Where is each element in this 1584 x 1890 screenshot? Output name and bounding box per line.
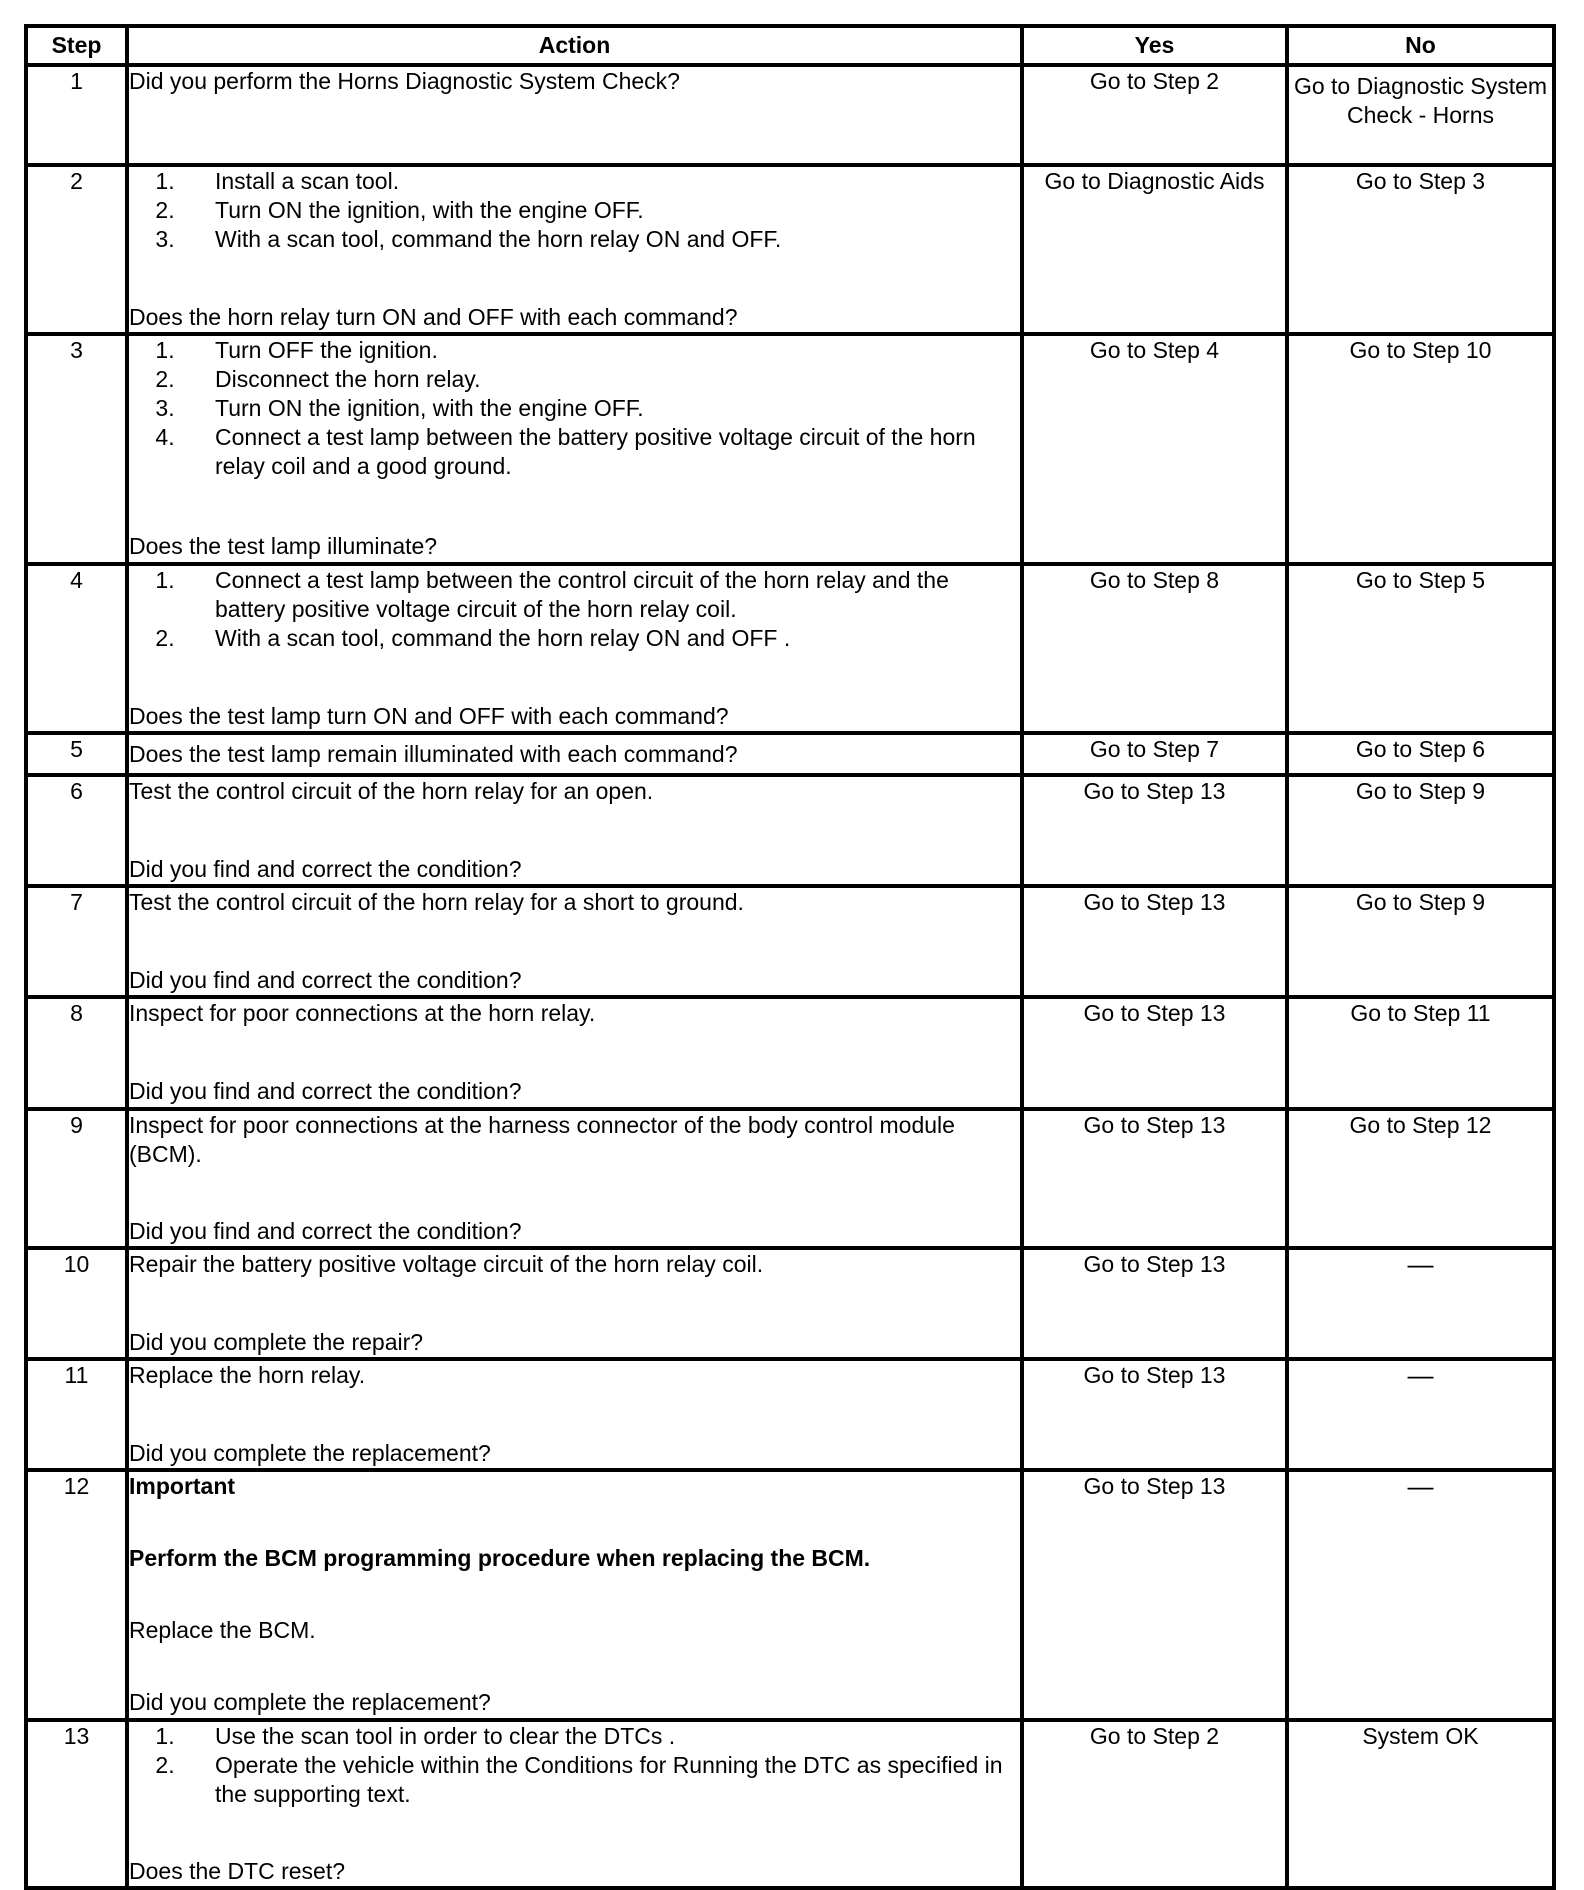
no-cell: Go to Step 9 — [1287, 775, 1554, 886]
instruction-item: 4. Connect a test lamp between the battery positive voltage circuit of the horn relay coil and a good ground. — [181, 423, 1020, 481]
action-text: Replace the BCM. — [129, 1617, 316, 1644]
step-number: 11 — [26, 1359, 127, 1470]
action-question: Did you perform the Horns Diagnostic System Check? — [129, 68, 680, 94]
action-cell — [127, 1470, 1022, 1719]
instruction-item: 3. Turn ON the ignition, with the engine OFF. — [181, 394, 1020, 423]
table-row — [26, 775, 1554, 886]
table-row — [26, 65, 1554, 165]
instruction-item: 1. Connect a test lamp between the control circuit of the horn relay and the battery positive voltage circuit of the horn relay coil. — [181, 566, 1020, 624]
action-cell — [127, 1359, 1022, 1470]
no-cell: — — [1287, 1470, 1554, 1719]
action-cell — [127, 564, 1022, 733]
action-text: Repair the battery positive voltage circuit of the horn relay coil. — [129, 1250, 764, 1277]
step-number: 10 — [26, 1248, 127, 1359]
no-cell: System OK — [1287, 1720, 1554, 1888]
action-text: Inspect for poor connections at the harness connector of the body control module (BCM). — [129, 1111, 955, 1167]
table-row — [26, 334, 1554, 563]
yes-cell: Go to Step 13 — [1022, 1359, 1287, 1470]
instruction-list — [129, 167, 1020, 254]
no-cell: — — [1287, 1248, 1554, 1359]
header-step: Step — [26, 26, 127, 65]
yes-cell: Go to Step 2 — [1022, 1720, 1287, 1888]
no-cell: Go to Step 3 — [1287, 165, 1554, 334]
yes-cell: Go to Diagnostic Aids — [1022, 165, 1287, 334]
step-number: 3 — [26, 334, 127, 563]
action-cell — [127, 997, 1022, 1108]
action-cell — [127, 1109, 1022, 1248]
table-row — [26, 733, 1554, 775]
table-row — [26, 1359, 1554, 1470]
step-number: 7 — [26, 886, 127, 997]
no-cell: Go to Step 6 — [1287, 733, 1554, 775]
no-cell: — — [1287, 1359, 1554, 1470]
action-question: Does the test lamp turn ON and OFF with each command? — [129, 702, 729, 729]
action-cell — [127, 775, 1022, 886]
table-row — [26, 886, 1554, 997]
step-number: 2 — [26, 165, 127, 334]
yes-cell: Go to Step 2 — [1022, 65, 1287, 165]
action-text: Test the control circuit of the horn relay for an open. — [129, 778, 654, 805]
instruction-item: 2. Turn ON the ignition, with the engine OFF. — [181, 196, 1020, 225]
yes-cell: Go to Step 13 — [1022, 997, 1287, 1108]
no-cell: Go to Step 12 — [1287, 1109, 1554, 1248]
table-row — [26, 1720, 1554, 1888]
action-question: Did you complete the replacement? — [129, 1689, 491, 1716]
no-cell: Go to Step 11 — [1287, 997, 1554, 1108]
header-yes: Yes — [1022, 26, 1287, 65]
action-question: Does the test lamp remain illuminated with each command? — [129, 740, 738, 767]
action-question: Did you find and correct the condition? — [129, 856, 522, 883]
action-text: Test the control circuit of the horn relay for a short to ground. — [129, 889, 744, 916]
action-question: Did you complete the replacement? — [129, 1440, 491, 1467]
instruction-item: 1. Use the scan tool in order to clear the DTCs . — [181, 1722, 1020, 1751]
action-cell — [127, 165, 1022, 334]
step-number: 4 — [26, 564, 127, 733]
instruction-item: 2. Disconnect the horn relay. — [181, 365, 1020, 394]
action-question: Did you complete the repair? — [129, 1328, 424, 1355]
yes-cell: Go to Step 7 — [1022, 733, 1287, 775]
yes-cell: Go to Step 13 — [1022, 1470, 1287, 1719]
step-number: 1 — [26, 65, 127, 165]
action-question: Does the horn relay turn ON and OFF with each command? — [129, 304, 738, 331]
instruction-list — [129, 566, 1020, 653]
table-row — [26, 165, 1554, 334]
table-row — [26, 1470, 1554, 1719]
instruction-item: 1. Install a scan tool. — [181, 167, 1020, 196]
yes-cell: Go to Step 4 — [1022, 334, 1287, 563]
no-cell: Go to Diagnostic System Check - Horns — [1287, 65, 1554, 165]
yes-cell: Go to Step 13 — [1022, 1109, 1287, 1248]
action-text: Inspect for poor connections at the horn relay. — [129, 1000, 596, 1027]
important-note: Perform the BCM programming procedure when replacing the BCM. — [129, 1545, 871, 1572]
step-number: 5 — [26, 733, 127, 775]
action-question: Did you find and correct the condition? — [129, 1217, 522, 1244]
action-cell — [127, 733, 1022, 775]
action-question: Did you find and correct the condition? — [129, 1078, 522, 1105]
action-question: Does the DTC reset? — [129, 1857, 346, 1884]
action-cell — [127, 334, 1022, 563]
table-row — [26, 1248, 1554, 1359]
yes-cell: Go to Step 8 — [1022, 564, 1287, 733]
important-heading: Important — [129, 1473, 236, 1500]
step-number: 13 — [26, 1720, 127, 1888]
action-question: Did you find and correct the condition? — [129, 967, 522, 994]
step-number: 9 — [26, 1109, 127, 1248]
no-cell: Go to Step 5 — [1287, 564, 1554, 733]
instruction-list — [129, 336, 1020, 481]
step-number: 8 — [26, 997, 127, 1108]
header-action: Action — [127, 26, 1022, 65]
action-cell — [127, 65, 1022, 165]
instruction-item: 2. With a scan tool, command the horn relay ON and OFF . — [181, 624, 1020, 653]
diagnostic-table — [24, 24, 1556, 1890]
instruction-list — [129, 1722, 1020, 1809]
instruction-item: 3. With a scan tool, command the horn relay ON and OFF. — [181, 225, 1020, 254]
instruction-item: 1. Turn OFF the ignition. — [181, 336, 1020, 365]
table-row — [26, 1109, 1554, 1248]
header-row — [26, 26, 1554, 65]
table-row — [26, 997, 1554, 1108]
header-no: No — [1287, 26, 1554, 65]
action-question: Does the test lamp illuminate? — [129, 533, 438, 560]
instruction-item: 2. Operate the vehicle within the Conditions for Running the DTC as specified in the supporting text. — [181, 1751, 1020, 1809]
yes-cell: Go to Step 13 — [1022, 1248, 1287, 1359]
no-cell: Go to Step 10 — [1287, 334, 1554, 563]
action-cell — [127, 1720, 1022, 1888]
step-number: 12 — [26, 1470, 127, 1719]
yes-cell: Go to Step 13 — [1022, 775, 1287, 886]
table-row — [26, 564, 1554, 733]
action-cell — [127, 1248, 1022, 1359]
action-text: Replace the horn relay. — [129, 1362, 366, 1389]
action-cell — [127, 886, 1022, 997]
yes-cell: Go to Step 13 — [1022, 886, 1287, 997]
no-cell: Go to Step 9 — [1287, 886, 1554, 997]
step-number: 6 — [26, 775, 127, 886]
